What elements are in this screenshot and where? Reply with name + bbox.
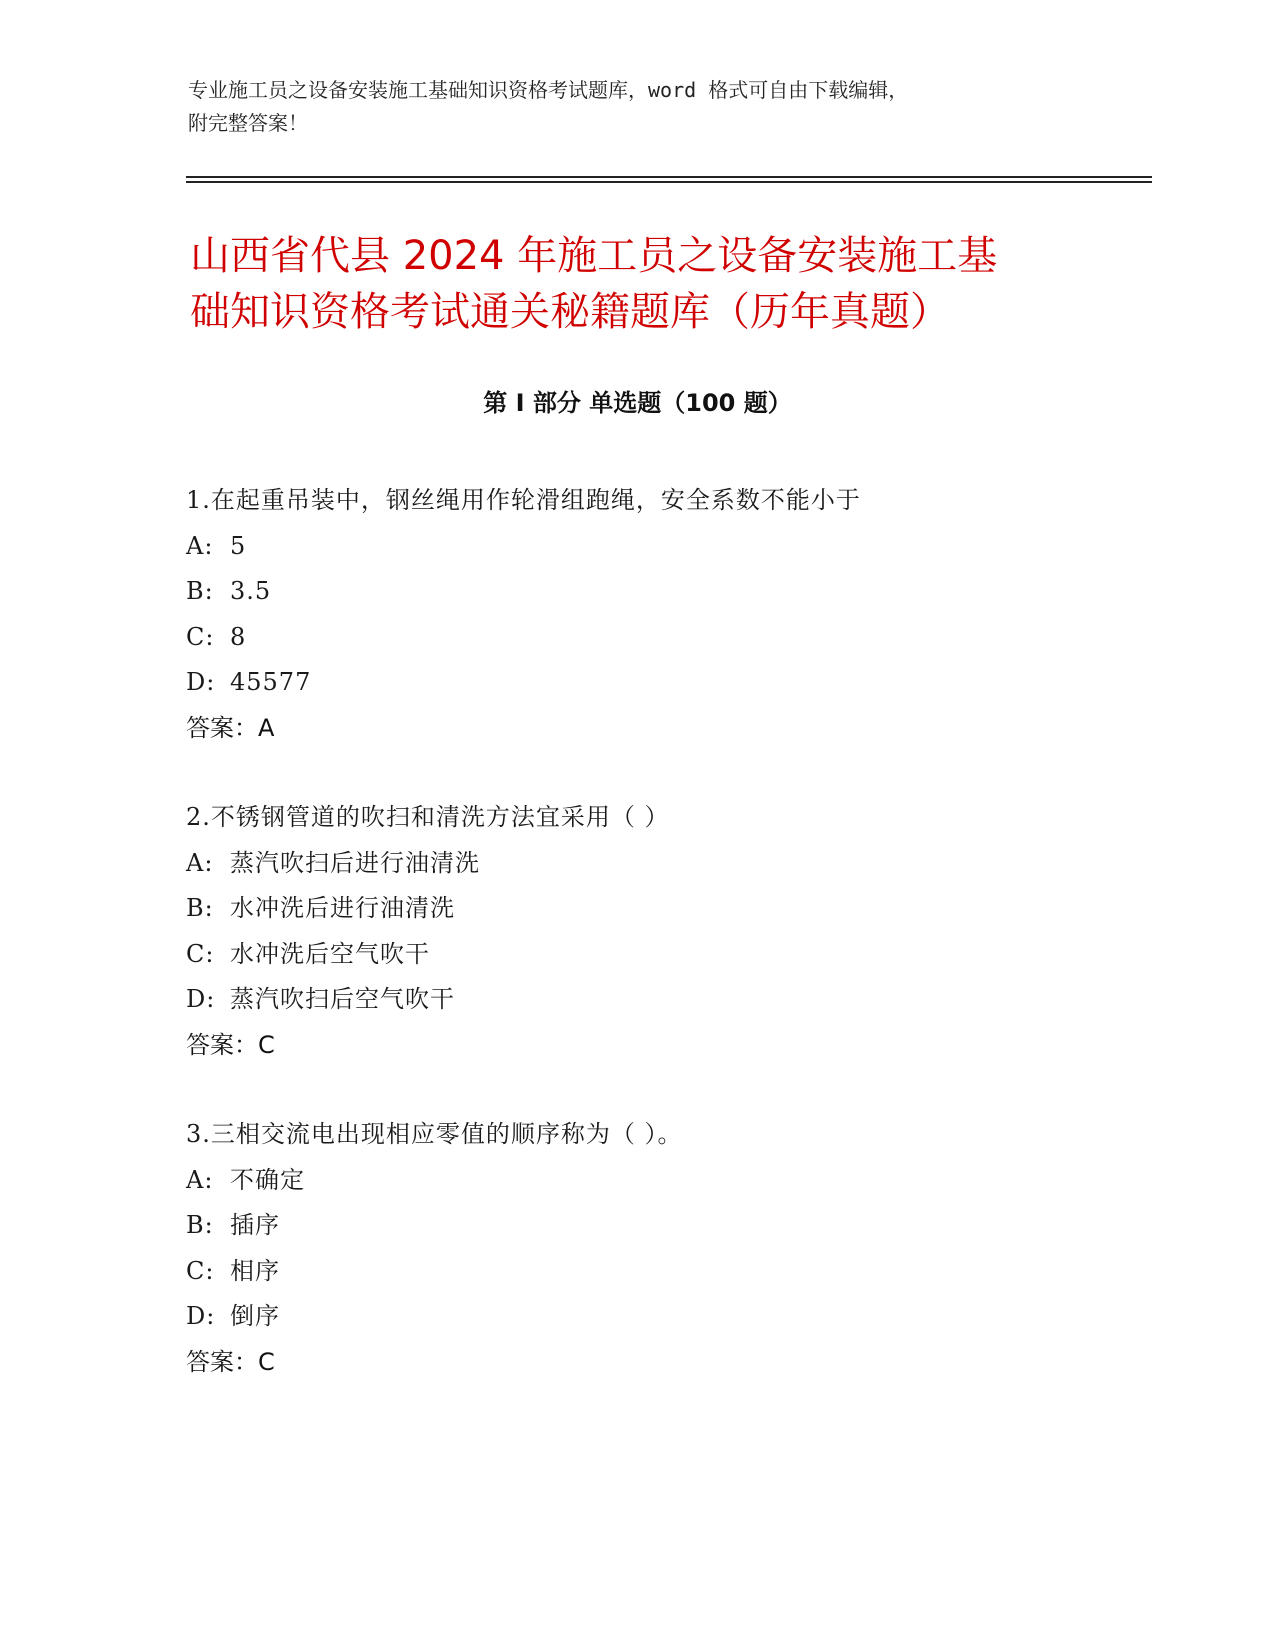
- header-note: [188, 74, 1068, 140]
- option-c: [186, 932, 1146, 978]
- option-letter: C:: [186, 1256, 215, 1285]
- header-note-line2: 附完整答案！: [188, 111, 308, 135]
- option-text: 8: [230, 622, 247, 651]
- document-title-line2: 础知识资格考试通关秘籍题库（历年真题）: [190, 289, 950, 335]
- option-letter: D:: [186, 1302, 216, 1330]
- option-letter: A:: [186, 1165, 214, 1194]
- document-title: [190, 228, 1090, 340]
- section-heading: 第 I 部分 单选题（100 题）: [483, 389, 792, 417]
- option-b: [186, 569, 1146, 615]
- option-c: [186, 1249, 1146, 1295]
- option-letter: C:: [186, 939, 215, 968]
- option-text: 水冲洗后空气吹干: [230, 939, 430, 968]
- option-letter: A:: [186, 531, 214, 560]
- option-text: 水冲洗后进行油清洗: [230, 894, 455, 922]
- option-b: [186, 886, 1146, 932]
- option-d: [186, 660, 1146, 706]
- option-text: 5: [230, 531, 247, 560]
- question-block: [186, 795, 1146, 1068]
- option-letter: B:: [186, 894, 214, 922]
- question-stem: 1.在起重吊装中，钢丝绳用作轮滑组跑绳，安全系数不能小于: [186, 486, 861, 514]
- question-block: [186, 478, 1146, 751]
- option-text: 蒸汽吹扫后进行油清洗: [230, 848, 480, 877]
- option-letter: D:: [186, 985, 216, 1013]
- question-stem: 2.不锈钢管道的吹扫和清洗方法宜采用（ ）: [186, 803, 670, 831]
- option-a: [186, 841, 1146, 887]
- header-rule-bottom: [186, 181, 1152, 183]
- option-d: [186, 1294, 1146, 1340]
- option-c: [186, 615, 1146, 661]
- question-stem: 3.三相交流电出现相应零值的顺序称为（ ）。: [186, 1120, 683, 1148]
- header-note-line1: 专业施工员之设备安装施工基础知识资格考试题库，word 格式可自由下载编辑，: [188, 78, 909, 102]
- option-b: [186, 1203, 1146, 1249]
- answer: 答案：C: [186, 1347, 275, 1376]
- answer: 答案：A: [186, 713, 275, 742]
- document-title-line1: 山西省代县 2024 年施工员之设备安装施工基: [190, 233, 998, 279]
- option-letter: B:: [186, 1211, 214, 1239]
- header-rule-top: [186, 176, 1152, 178]
- answer: 答案：C: [186, 1030, 275, 1059]
- option-text: 不确定: [230, 1165, 305, 1194]
- option-text: 插序: [230, 1211, 280, 1239]
- option-letter: C:: [186, 622, 215, 651]
- option-text: 45577: [230, 668, 312, 696]
- option-d: [186, 977, 1146, 1023]
- option-text: 蒸汽吹扫后空气吹干: [230, 985, 455, 1013]
- option-text: 3.5: [230, 577, 272, 605]
- option-a: [186, 524, 1146, 570]
- option-text: 倒序: [230, 1302, 280, 1330]
- option-a: [186, 1158, 1146, 1204]
- question-block: [186, 1112, 1146, 1385]
- option-letter: B:: [186, 577, 214, 605]
- option-text: 相序: [230, 1256, 280, 1285]
- option-letter: A:: [186, 848, 214, 877]
- option-letter: D:: [186, 668, 216, 696]
